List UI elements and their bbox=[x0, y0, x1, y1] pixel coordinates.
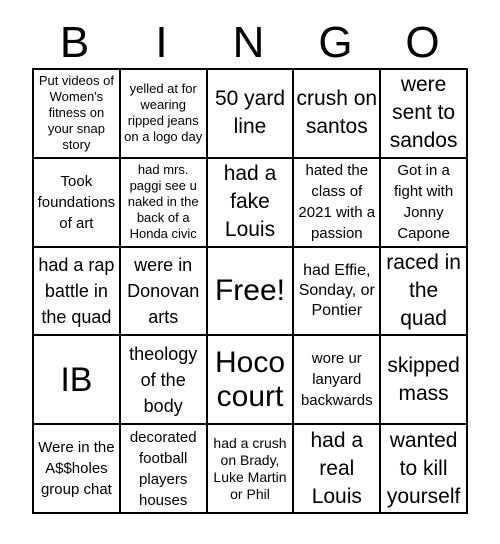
cell-text: Hoco court bbox=[214, 345, 286, 413]
bingo-cell[interactable] bbox=[121, 336, 208, 425]
header-letter-o: O bbox=[405, 18, 442, 67]
bingo-cell[interactable] bbox=[121, 159, 208, 248]
bingo-cell[interactable] bbox=[294, 425, 381, 514]
cell-text: Took foundations of art bbox=[37, 172, 116, 232]
cell-text: hated the class of 2021 with a passion bbox=[298, 162, 376, 243]
cell-text: Were in the A$$holes group chat bbox=[38, 439, 115, 499]
cell-text: had a crush on Brady, Luke Martin or Phil bbox=[213, 434, 287, 502]
header-letter-n: N bbox=[232, 18, 267, 67]
bingo-cell[interactable] bbox=[294, 336, 381, 425]
cell-text: IB bbox=[60, 360, 93, 399]
header-letter-i: I bbox=[155, 18, 170, 67]
cell-text: 50 yard line bbox=[214, 87, 286, 139]
bingo-cell[interactable] bbox=[121, 425, 208, 514]
bingo-cell[interactable] bbox=[208, 159, 295, 248]
cell-text: were sent to sandos bbox=[389, 73, 458, 153]
bingo-cell[interactable] bbox=[381, 70, 468, 159]
cell-text: had Effie, Sonday, or Pontier bbox=[298, 261, 375, 319]
bingo-cell[interactable] bbox=[381, 159, 468, 248]
bingo-cell[interactable] bbox=[34, 425, 121, 514]
cell-text: had a fake Louis bbox=[223, 162, 277, 242]
header-letter-b: B bbox=[59, 18, 92, 67]
cell-text: Put videos of Women's fitness on your snap story bbox=[38, 73, 114, 153]
bingo-cell[interactable] bbox=[34, 159, 121, 248]
bingo-cell[interactable] bbox=[381, 336, 468, 425]
cell-text: decorated football players houses bbox=[129, 428, 197, 509]
bingo-grid bbox=[32, 68, 468, 514]
bingo-cell free-cell[interactable] bbox=[208, 248, 295, 337]
bingo-cell[interactable] bbox=[208, 70, 295, 159]
header-letter-g: G bbox=[318, 18, 355, 67]
cell-text: Got in a fight with Jonny Capone bbox=[393, 162, 454, 243]
cell-text: had a real Louis bbox=[310, 428, 364, 508]
bingo-cell[interactable] bbox=[294, 70, 381, 159]
bingo-cell[interactable] bbox=[208, 336, 295, 425]
cell-text: yelled at for wearing ripped jeans on a logo day bbox=[124, 81, 203, 145]
bingo-cell[interactable] bbox=[208, 425, 295, 514]
bingo-cell[interactable] bbox=[34, 336, 121, 425]
bingo-header bbox=[32, 18, 468, 68]
cell-text: raced in the quad bbox=[386, 250, 461, 330]
cell-text: Free! bbox=[214, 273, 285, 307]
bingo-cell[interactable] bbox=[381, 425, 468, 514]
cell-text: wore ur lanyard backwards bbox=[300, 350, 373, 410]
cell-text: theology of the body bbox=[129, 343, 198, 416]
cell-text: were in Donovan arts bbox=[127, 254, 200, 327]
bingo-cell[interactable] bbox=[121, 70, 208, 159]
bingo-cell[interactable] bbox=[34, 248, 121, 337]
cell-text: wanted to kill yourself bbox=[386, 428, 461, 508]
bingo-cell[interactable] bbox=[121, 248, 208, 337]
cell-text: had a rap battle in the quad bbox=[38, 254, 115, 327]
bingo-cell[interactable] bbox=[381, 248, 468, 337]
cell-text: skipped mass bbox=[387, 353, 460, 405]
bingo-cell[interactable] bbox=[294, 159, 381, 248]
cell-text: had mrs. paggi see u naked in the back of a Honda civic bbox=[127, 162, 199, 242]
cell-text: crush on santos bbox=[296, 87, 378, 139]
bingo-cell[interactable] bbox=[34, 70, 121, 159]
bingo-cell[interactable] bbox=[294, 248, 381, 337]
